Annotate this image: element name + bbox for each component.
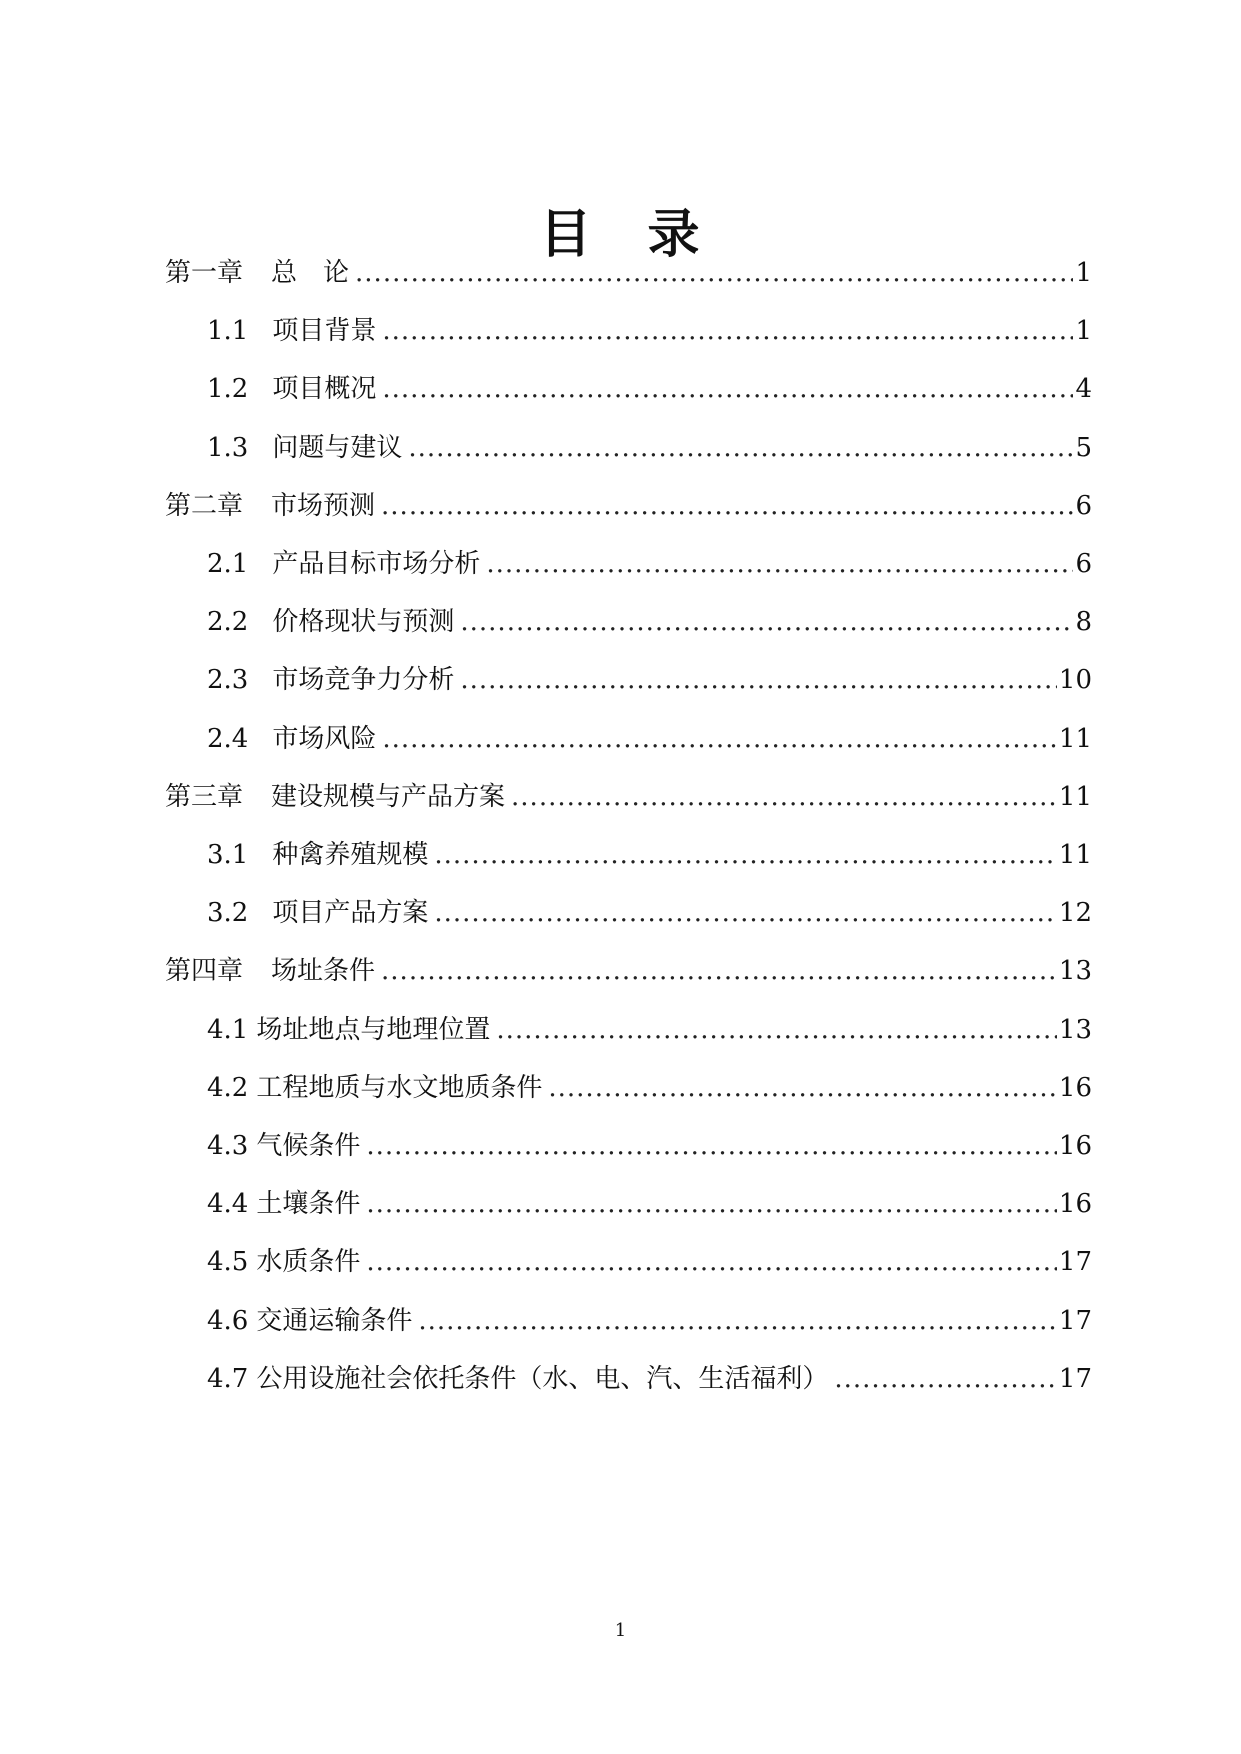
toc-entry-number: 3.2 (207, 898, 249, 929)
toc-entry-number: 3.1 (207, 840, 249, 870)
toc-entry-label: 项目背景 (272, 316, 377, 347)
toc-section-entry[interactable] (0, 1126, 1241, 1166)
toc-entry-label: 建设规模与产品方案 (271, 781, 506, 812)
toc-entry-page: 17 (1058, 1247, 1092, 1278)
toc-entry-page: 11 (1058, 723, 1092, 754)
toc-entry-number: 2.1 (207, 549, 249, 579)
toc-section-entry[interactable] (0, 1301, 1241, 1341)
toc-entry-label: 水质条件 (256, 1247, 361, 1278)
toc-entry-number: 第三章 (165, 781, 244, 812)
toc-entry-label: 交通运输条件 (256, 1305, 413, 1336)
toc-entry-page: 6 (1075, 549, 1092, 579)
toc-dot-leader (460, 602, 1073, 642)
toc-entry-number: 1.1 (207, 316, 249, 347)
toc-entry-label: 项目概况 (272, 374, 377, 405)
toc-section-entry[interactable] (0, 1010, 1241, 1050)
toc-dot-leader (511, 777, 1057, 817)
toc-entry-label: 工程地质与水文地质条件 (256, 1072, 543, 1103)
toc-entry-number: 2.2 (207, 607, 249, 638)
toc-entry-label: 市场竞争力分析 (272, 665, 455, 696)
toc-section-entry[interactable] (0, 428, 1241, 468)
toc-dot-leader (460, 660, 1057, 700)
toc-dot-leader (355, 253, 1073, 293)
toc-entry-page: 5 (1075, 432, 1092, 463)
toc-chapter-entry[interactable] (0, 253, 1241, 293)
toc-section-entry[interactable] (0, 719, 1241, 759)
toc-dot-leader (366, 1126, 1057, 1166)
toc-dot-leader (548, 1068, 1057, 1108)
toc-entry-number: 1.3 (207, 432, 249, 463)
toc-entry-label: 场址地点与地理位置 (256, 1014, 491, 1045)
toc-entry-label: 问题与建议 (272, 432, 403, 463)
toc-entry-number: 第二章 (165, 490, 244, 521)
toc-entry-page: 16 (1058, 1131, 1092, 1161)
toc-section-entry[interactable] (0, 893, 1241, 933)
toc-entry-label: 市场预测 (271, 490, 376, 521)
toc-dot-leader (834, 1359, 1057, 1399)
toc-entry-page: 16 (1058, 1072, 1092, 1103)
toc-entry-number: 第四章 (165, 956, 244, 987)
toc-entry-number: 4.1 (207, 1014, 249, 1045)
toc-section-entry[interactable] (0, 544, 1241, 584)
toc-entry-page: 16 (1058, 1189, 1092, 1220)
toc-dot-leader (408, 428, 1073, 468)
toc-entry-label: 公用设施社会依托条件（水、电、汽、生活福利） (256, 1363, 829, 1394)
toc-entry-label: 市场风险 (272, 723, 377, 754)
toc-section-entry[interactable] (0, 602, 1241, 642)
toc-section-entry[interactable] (0, 311, 1241, 351)
toc-entry-number: 2.4 (207, 723, 249, 754)
toc-entry-page: 6 (1075, 490, 1092, 521)
toc-entry-label: 价格现状与预测 (272, 607, 455, 638)
toc-entry-label: 总 论 (271, 258, 350, 288)
toc-chapter-entry[interactable] (0, 951, 1241, 991)
toc-dot-leader (366, 1242, 1057, 1282)
toc-chapter-entry[interactable] (0, 486, 1241, 526)
toc-entry-number: 4.7 (207, 1363, 249, 1394)
toc-dot-leader (486, 544, 1073, 584)
toc-entry-label: 场址条件 (271, 956, 376, 987)
toc-entry-number: 4.5 (207, 1247, 249, 1278)
toc-entry-label: 种禽养殖规模 (272, 840, 429, 870)
toc-title: 目 录 (539, 205, 702, 265)
toc-entry-page: 12 (1058, 898, 1092, 929)
toc-dot-leader (382, 369, 1073, 409)
toc-entry-label: 产品目标市场分析 (272, 549, 481, 579)
toc-entry-number: 4.6 (207, 1305, 249, 1336)
toc-entry-page: 4 (1075, 374, 1092, 405)
toc-entry-page: 1 (1075, 316, 1092, 347)
toc-entry-page: 11 (1058, 781, 1092, 812)
toc-dot-leader (382, 311, 1073, 351)
toc-entry-label: 气候条件 (256, 1131, 361, 1161)
toc-section-entry[interactable] (0, 1359, 1241, 1399)
toc-section-entry[interactable] (0, 660, 1241, 700)
toc-dot-leader (381, 486, 1073, 526)
toc-dot-leader (366, 1184, 1057, 1224)
toc-entry-label: 土壤条件 (256, 1189, 361, 1220)
toc-dot-leader (418, 1301, 1057, 1341)
toc-entry-page: 8 (1075, 607, 1092, 638)
toc-dot-leader (434, 893, 1057, 933)
toc-entry-page: 13 (1058, 956, 1092, 987)
toc-entry-number: 4.3 (207, 1131, 249, 1161)
toc-dot-leader (381, 951, 1057, 991)
toc-entry-page: 17 (1058, 1305, 1092, 1336)
toc-entry-number: 4.2 (207, 1072, 249, 1103)
toc-entry-number: 2.3 (207, 665, 249, 696)
toc-section-entry[interactable] (0, 835, 1241, 875)
toc-entry-number: 第一章 (165, 258, 244, 288)
toc-entry-page: 13 (1058, 1014, 1092, 1045)
toc-entry-page: 10 (1058, 665, 1092, 696)
toc-entry-page: 11 (1058, 840, 1092, 870)
toc-chapter-entry[interactable] (0, 777, 1241, 817)
toc-dot-leader (496, 1010, 1057, 1050)
toc-section-entry[interactable] (0, 369, 1241, 409)
footer-page-number: 1 (614, 1620, 627, 1641)
toc-entry-label: 项目产品方案 (272, 898, 429, 929)
toc-dot-leader (434, 835, 1057, 875)
toc-entry-page: 1 (1075, 258, 1092, 288)
toc-entry-page: 17 (1058, 1363, 1092, 1394)
toc-entry-number: 4.4 (207, 1189, 249, 1220)
toc-dot-leader (382, 719, 1057, 759)
toc-section-entry[interactable] (0, 1242, 1241, 1282)
toc-entry-number: 1.2 (207, 374, 249, 405)
toc-section-entry[interactable] (0, 1068, 1241, 1108)
toc-section-entry[interactable] (0, 1184, 1241, 1224)
